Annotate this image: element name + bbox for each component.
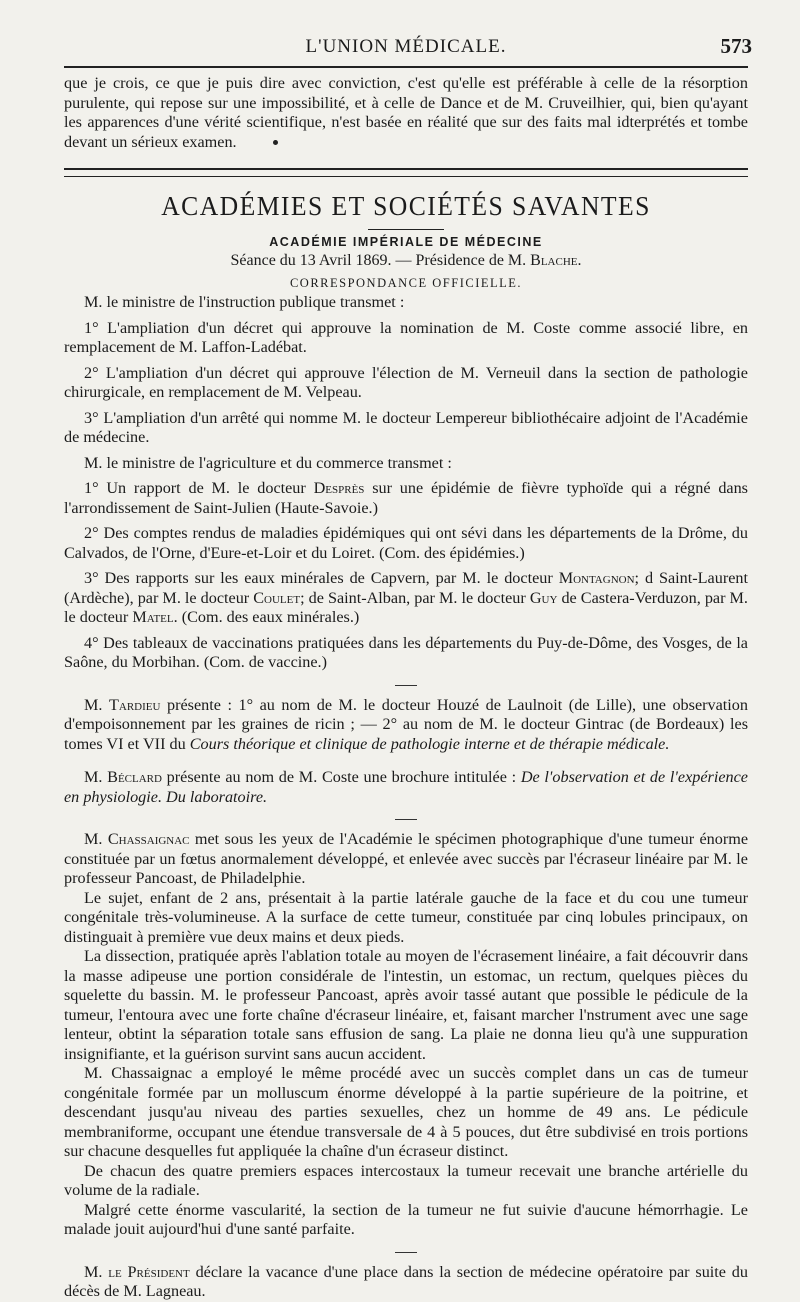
chassaignac-paragraph-1: M. Chassaignac met sous les yeux de l'Académie le spécimen photographique d'une tumeur énorme constituée par un fœtus anormalement développé, et enlevée avec succès par l'écraseur linéaire par M. le professeur Pancoast, de Philadelphie.	[64, 830, 748, 887]
instruction-item-3: 3° L'ampliation d'un arrêté qui nomme M. le docteur Lempereur bibliothécaire adjoint de l'Académie de médecine.	[64, 408, 748, 446]
running-head	[64, 34, 752, 62]
separator-rule	[395, 685, 417, 686]
page-number: 573	[720, 34, 752, 58]
agriculture-item-1: 1° Un rapport de M. le docteur Desprès sur une épidémie de fièvre typhoïde qui a régné dans l'arrondissement de Saint-Julien (Haute-Savoie.)	[64, 479, 748, 517]
agriculture-item-4: 4° Des tableaux de vaccinations pratiquées dans les départements du Puy-de-Dôme, des Vosges, de la Saône, du Morbihan. (Com. de vaccine.)	[64, 633, 748, 671]
academy-name: ACADÉMIE IMPÉRIALE DE MÉDECINE	[269, 235, 543, 249]
separator-rule	[395, 1252, 417, 1253]
beclard-paragraph: M. Béclard présente au nom de M. Coste une brochure intitulée : De l'observation et de l'expérience en physiologie. Du laboratoire.	[64, 768, 748, 806]
minister-agriculture-intro: M. le ministre de l'agriculture et du commerce transmet :	[84, 453, 452, 472]
header-rule	[64, 66, 748, 68]
instruction-item-2: 2° L'ampliation d'un décret qui approuve l'élection de M. Verneuil dans la section de pathologie chirurgicale, en remplacement de M. Velpeau.	[64, 363, 748, 401]
instruction-item-1: 1° L'ampliation d'un décret qui approuve la nomination de M. Coste comme associé libre, en remplacement de M. Laffon-Ladébat.	[64, 318, 748, 356]
chassaignac-paragraph-4: M. Chassaignac a employé le même procédé avec un succès complet dans un cas de tumeur congénitale formée par un molluscum énorme développé à la partie supérieure de la poitrine, et descendant jusqu'au niveau des parties sexuelles, chez un homme de 49 ans. Le pédicule membraniforme, occupant une étendue transversale de 4 à 5 pouces, dut être subdivisé en trois portions sur chacune desquelles fut appliquée la chaîne d'un écraseur distinct.	[64, 1064, 748, 1160]
chassaignac-paragraph-2: Le sujet, enfant de 2 ans, présentait à la partie latérale gauche de la face et du cou une tumeur congénitale très-volumineuse. A la surface de cette tumeur, constituée par cinq lobules principaux, on distinguait à première vue deux mains et deux pieds.	[64, 888, 748, 946]
agriculture-item-3: 3° Des rapports sur les eaux minérales de Capvern, par M. le docteur Montagnon; d Saint-Laurent (Ardèche), par M. le docteur Coulet; de Saint-Alban, par M. le docteur Guy de Castera-Verduzon, par M. le docteur Matel. (Com. des eaux minérales.)	[64, 569, 748, 626]
president-paragraph: M. le Président déclare la vacance d'une place dans la section de médecine opératoire par suite du décès de M. Lagneau.	[64, 1262, 748, 1300]
chassaignac-paragraph-5: De chacun des quatre premiers espaces intercostaux la tumeur recevait une branche artérielle du volume de la radiale.	[64, 1161, 748, 1199]
chassaignac-paragraph-6: Malgré cette énorme vascularité, la section de la tumeur ne fut suivie d'aucune hémorrhagie. Le malade jouit aujourd'hui d'une santé parfaite.	[64, 1200, 748, 1238]
seance-line	[64, 252, 748, 270]
continued-paragraph-text: que je crois, ce que je puis dire avec conviction, c'est qu'elle est préférable à celle de la résorption purulente, qui repose sur une impossibilité, et à celle de Dance et de M. Cruveilhier, qui, bien qu'ayant les apparences d'une vérité scientifique, n'est basée en réalité que sur des faits mal idterprétés et tombe devant un sérieux examen.	[64, 74, 748, 151]
agriculture-item-2: 2° Des comptes rendus de maladies épidémiques qui ont sévi dans les départements de la Drôme, du Calvados, de l'Orne, d'Eure-et-Loir et du Loiret. (Com. des épidémies.)	[64, 524, 748, 562]
minister-instruction-intro: M. le ministre de l'instruction publique transmet :	[84, 293, 405, 311]
journal-title: L'UNION MÉDICALE.	[305, 36, 507, 57]
continued-paragraph	[64, 74, 748, 152]
title-rule	[368, 229, 444, 230]
chassaignac-paragraph-3: La dissection, pratiquée après l'ablation totale au moyen de l'écrasement linéaire, a fait découvrir dans la masse adipeuse une portion considérale de l'intestin, un estomac, un rectum, quelques pièces du squelette du bassin. M. le professeur Pancoast, après avoir tassé autant que possible le pédicule de la tumeur, l'entoura avec une forte chaîne d'écraseur linéaire, et, faisant marcher l'nstrument avec une sage lenteur, obtint la séparation totale sans effusion de sang. La plaie ne donna lieu qu'à une suppuration insignifiante, et la guérison survint sans aucun accident.	[64, 947, 748, 1063]
ornament-dot	[273, 140, 278, 145]
president-name: Blache.	[530, 252, 582, 269]
section-title: ACADÉMIES ET SOCIÉTÉS SAVANTES	[161, 191, 651, 221]
tardieu-paragraph: M. Tardieu présente : 1° au nom de M. le docteur Houzé de Laulnoit (de Lille), une observation d'empoisonnement par les graines de ricin ; — 2° au nom de M. le docteur Gintrac (de Bordeaux) les tomes VI et VII du Cours théorique et clinique de pathologie interne et de thérapie médicale.	[64, 695, 748, 753]
section-divider	[64, 168, 748, 177]
separator-rule	[395, 819, 417, 820]
seance-text: Séance du 13 Avril 1869. — Présidence de M.	[230, 252, 531, 269]
correspondance-heading: CORRESPONDANCE OFFICIELLE.	[289, 276, 523, 290]
